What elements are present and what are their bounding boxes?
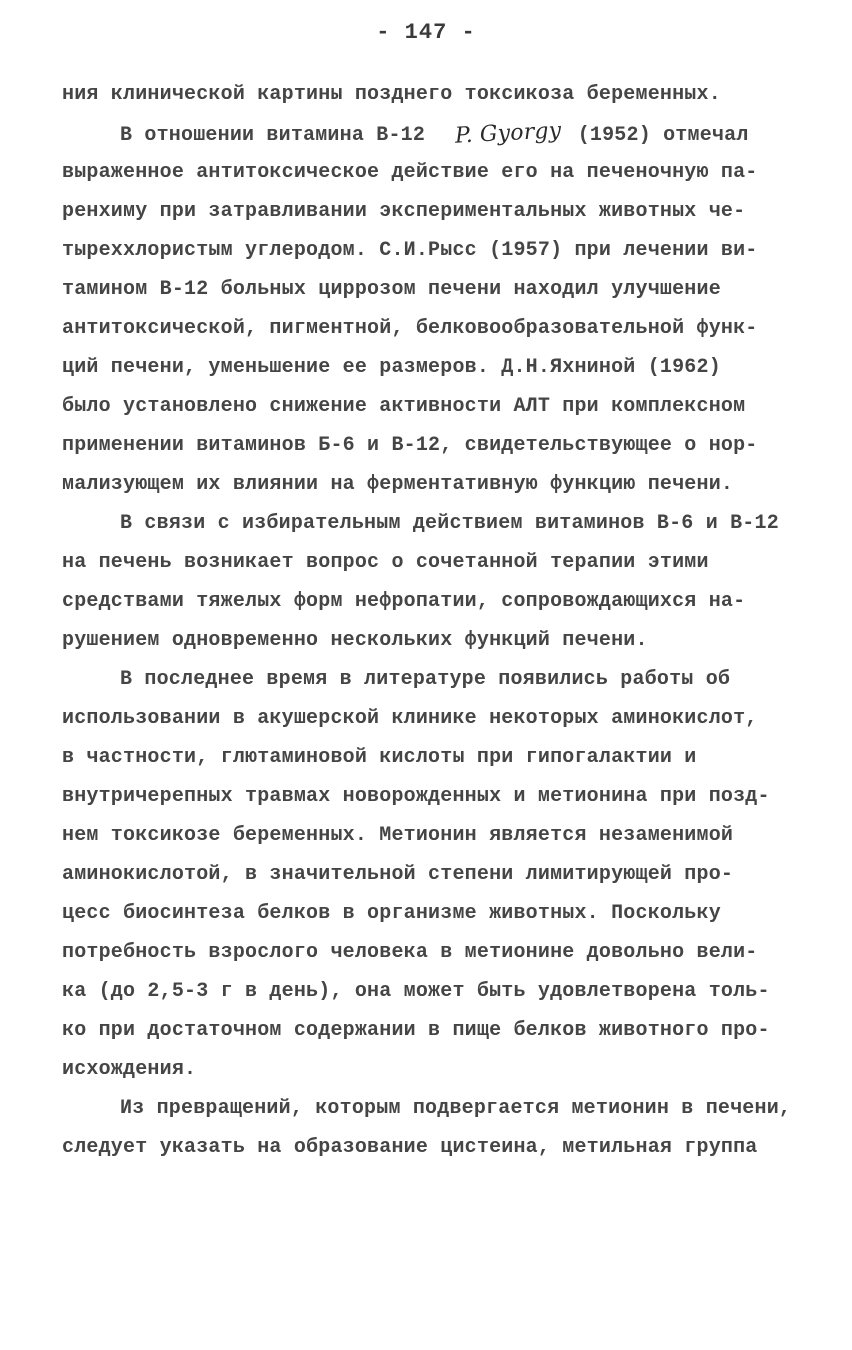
text-line: [62, 543, 792, 582]
text-line-content: ко при достаточном содержании в пище белков животного про-: [62, 1019, 770, 1042]
text-line-continuation: (1952) отмечал: [577, 124, 749, 147]
text-line: [62, 348, 792, 387]
text-line-content: тыреххлористым углеродом. С.И.Рысс (1957) при лечении ви-: [62, 239, 758, 262]
text-line: [62, 465, 792, 504]
text-line: [62, 75, 792, 114]
page-number: - 147 -: [376, 20, 476, 45]
text-line: [62, 153, 792, 192]
text-line-content: Из превращений, которым подвергается метионин в печени,: [120, 1097, 792, 1120]
text-line-content: аминокислотой, в значительной степени лимитирующей про-: [62, 863, 734, 886]
text-line-content: антитоксической, пигментной, белковообразовательной функ-: [62, 317, 758, 340]
text-line: [62, 504, 792, 543]
text-line: [62, 582, 792, 621]
text-line-content: В последнее время в литературе появились работы об: [120, 668, 731, 691]
text-line-content: цесс биосинтеза белков в организме животных. Поскольку: [62, 902, 721, 925]
text-line: [62, 738, 792, 777]
text-line: [62, 894, 792, 933]
handwritten-author-name: P. Gyorgy: [454, 118, 563, 149]
text-line-content: внутричерепных травмах новорожденных и метионина при позд-: [62, 785, 770, 808]
text-line: [62, 972, 792, 1011]
text-line: [62, 387, 792, 426]
text-line-content: рушением одновременно нескольких функций печени.: [62, 629, 648, 652]
text-line: [62, 855, 792, 894]
text-line-content: тамином В-12 больных циррозом печени находил улучшение: [62, 278, 721, 301]
text-line-content: В связи с избирательным действием витаминов В-6 и В-12: [120, 512, 779, 535]
text-line: [62, 660, 792, 699]
text-line-content: следует указать на образование цистеина, метильная группа: [62, 1136, 758, 1159]
text-line: [62, 114, 792, 153]
text-line-content: ренхиму при затравливании экспериментальных животных че-: [62, 200, 746, 223]
text-line: [62, 1050, 792, 1089]
text-line: [62, 699, 792, 738]
text-line: [62, 309, 792, 348]
text-line: [62, 1011, 792, 1050]
text-line-content: потребность взрослого человека в метионине довольно вели-: [62, 941, 758, 964]
text-line-content: В отношении витамина В-12: [120, 124, 438, 147]
text-line-content: ния клинической картины позднего токсикоза беременных.: [62, 83, 721, 106]
text-line-content: мализующем их влиянии на ферментативную функцию печени.: [62, 473, 734, 496]
text-line: [62, 231, 792, 270]
text-line-content: ций печени, уменьшение ее размеров. Д.Н.Яхниной (1962): [62, 356, 721, 379]
text-line-content: использовании в акушерской клинике некоторых аминокислот,: [62, 707, 758, 730]
text-line: [62, 1128, 792, 1167]
text-line-content: на печень возникает вопрос о сочетанной терапии этими: [62, 551, 709, 574]
text-line: [62, 621, 792, 660]
text-line: [62, 192, 792, 231]
text-line-content: в частности, глютаминовой кислоты при гипогалактии и: [62, 746, 697, 769]
text-line-content: применении витаминов Б-6 и В-12, свидетельствующее о нор-: [62, 434, 758, 457]
text-line: [62, 777, 792, 816]
text-line: [62, 933, 792, 972]
text-line: [62, 816, 792, 855]
text-line-content: средствами тяжелых форм нефропатии, сопровождающихся на-: [62, 590, 746, 613]
text-line-content: выраженное антитоксическое действие его на печеночную па-: [62, 161, 758, 184]
body-text: [62, 75, 792, 1167]
text-line: [62, 426, 792, 465]
text-line: [62, 1089, 792, 1128]
text-line: [62, 270, 792, 309]
text-line-content: исхождения.: [62, 1058, 197, 1081]
text-line-content: нем токсикозе беременных. Метионин является незаменимой: [62, 824, 734, 847]
text-line-content: ка (до 2,5-3 г в день), она может быть удовлетворена толь-: [62, 980, 770, 1003]
text-line-content: было установлено снижение активности АЛТ при комплексном: [62, 395, 746, 418]
